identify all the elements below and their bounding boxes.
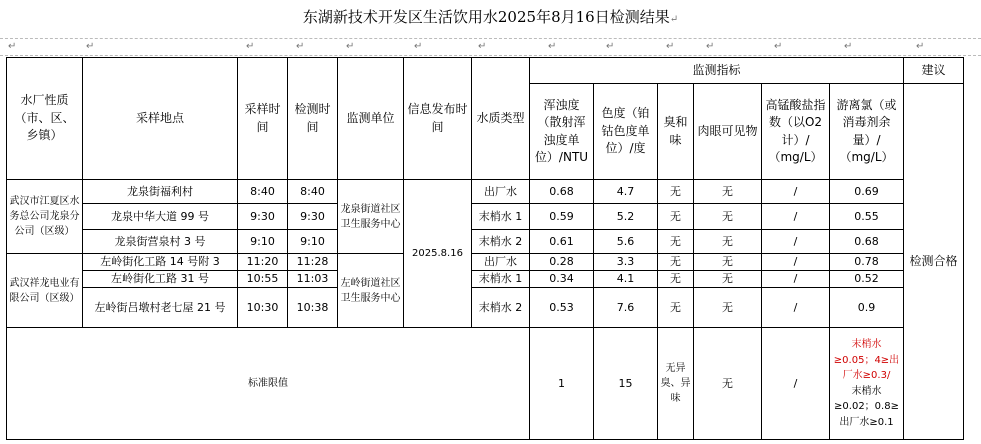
limit-chlorine-highlight: 末梢水≥0.05；4≥出厂水≥0.3/ xyxy=(833,339,900,381)
header-advice: 建议 xyxy=(904,58,964,84)
limit-chlorine-text: 末梢水≥0.02；0.8≥出厂水≥0.1 xyxy=(834,385,899,428)
permanganate-cell: / xyxy=(762,288,830,328)
header-turbidity: 浑浊度（散射浑浊度单位）/NTU xyxy=(530,84,594,180)
visible-cell: 无 xyxy=(694,180,762,204)
chlorine-cell: 0.69 xyxy=(830,180,904,204)
header-monitoring-unit: 监测单位 xyxy=(338,58,404,180)
header-location: 采样地点 xyxy=(83,58,238,180)
permanganate-cell: / xyxy=(762,230,830,254)
header-chlorine: 游离氯（或消毒剂余量）/（mg/L） xyxy=(830,84,904,180)
column-marker: ↵ xyxy=(916,41,925,52)
location-cell: 左岭街吕墩村老七屋 21 号 xyxy=(83,288,238,328)
title-text: 东湖新技术开发区生活饮用水2025年8月16日检测结果 xyxy=(302,8,670,26)
document-title xyxy=(0,0,981,34)
header-publish-time: 信息发布时间 xyxy=(404,58,472,180)
turbidity-cell: 0.53 xyxy=(530,288,594,328)
header-row-1 xyxy=(7,58,964,84)
location-cell: 龙泉街福利村 xyxy=(83,180,238,204)
header-permanganate: 高锰酸盐指数（以O2计）/（mg/L） xyxy=(762,84,830,180)
sample-time-cell: 9:10 xyxy=(238,230,288,254)
column-marker: ↵ xyxy=(346,41,355,52)
monitoring-unit-cell: 左岭街道社区卫生服务中心 xyxy=(338,254,404,328)
color-cell: 3.3 xyxy=(594,254,658,271)
permanganate-cell: / xyxy=(762,180,830,204)
table-row xyxy=(7,180,964,204)
limits-row xyxy=(7,328,964,440)
color-cell: 5.2 xyxy=(594,204,658,230)
test-time-cell: 11:03 xyxy=(288,271,338,288)
location-cell: 龙泉中华大道 99 号 xyxy=(83,204,238,230)
paragraph-mark: ↵ xyxy=(669,14,679,25)
chlorine-cell: 0.52 xyxy=(830,271,904,288)
chlorine-cell: 0.9 xyxy=(830,288,904,328)
water-type-cell: 出厂水 xyxy=(472,180,530,204)
chlorine-cell: 0.68 xyxy=(830,230,904,254)
limit-chlorine xyxy=(830,328,904,440)
permanganate-cell: / xyxy=(762,271,830,288)
column-marker: ↵ xyxy=(478,41,487,52)
header-water-type: 水质类型 xyxy=(472,58,530,180)
chlorine-cell: 0.78 xyxy=(830,254,904,271)
odor-cell: 无 xyxy=(658,254,694,271)
chlorine-cell: 0.55 xyxy=(830,204,904,230)
location-cell: 左岭街化工路 14 号附 3 xyxy=(83,254,238,271)
turbidity-cell: 0.28 xyxy=(530,254,594,271)
table-row xyxy=(7,288,964,328)
odor-cell: 无 xyxy=(658,271,694,288)
column-marker: ↵ xyxy=(706,41,715,52)
header-sample-time: 采样时间 xyxy=(238,58,288,180)
water-type-cell: 末梢水 2 xyxy=(472,288,530,328)
odor-cell: 无 xyxy=(658,204,694,230)
column-marker: ↵ xyxy=(666,41,675,52)
limit-permanganate: / xyxy=(762,328,830,440)
header-plant-type: 水厂性质（市、区、乡镇） xyxy=(7,58,83,180)
color-cell: 5.6 xyxy=(594,230,658,254)
test-time-cell: 9:30 xyxy=(288,204,338,230)
header-color: 色度（铂钴色度单位）/度 xyxy=(594,84,658,180)
permanganate-cell: / xyxy=(762,204,830,230)
location-cell: 龙泉街营泉村 3 号 xyxy=(83,230,238,254)
header-visible-matter: 肉眼可见物 xyxy=(694,84,762,180)
water-type-cell: 末梢水 1 xyxy=(472,204,530,230)
visible-cell: 无 xyxy=(694,254,762,271)
odor-cell: 无 xyxy=(658,180,694,204)
test-time-cell: 11:28 xyxy=(288,254,338,271)
visible-cell: 无 xyxy=(694,230,762,254)
water-type-cell: 出厂水 xyxy=(472,254,530,271)
visible-cell: 无 xyxy=(694,288,762,328)
test-time-cell: 9:10 xyxy=(288,230,338,254)
table-marker-row xyxy=(0,38,981,56)
column-marker: ↵ xyxy=(548,41,557,52)
sample-time-cell: 10:30 xyxy=(238,288,288,328)
plant-cell: 武汉市江夏区水务总公司龙泉分公司（区级） xyxy=(7,180,83,254)
limit-turbidity: 1 xyxy=(530,328,594,440)
test-time-cell: 10:38 xyxy=(288,288,338,328)
color-cell: 4.7 xyxy=(594,180,658,204)
publish-date-cell: 2025.8.16 xyxy=(404,180,472,328)
column-marker: ↵ xyxy=(86,41,95,52)
header-odor: 臭和味 xyxy=(658,84,694,180)
plant-cell: 武汉祥龙电业有限公司（区级） xyxy=(7,254,83,328)
column-marker: ↵ xyxy=(8,41,17,52)
column-marker: ↵ xyxy=(774,41,783,52)
test-time-cell: 8:40 xyxy=(288,180,338,204)
odor-cell: 无 xyxy=(658,288,694,328)
limit-color: 15 xyxy=(594,328,658,440)
limits-label: 标准限值 xyxy=(7,328,530,440)
sample-time-cell: 8:40 xyxy=(238,180,288,204)
visible-cell: 无 xyxy=(694,204,762,230)
header-monitoring-group: 监测指标 xyxy=(530,58,904,84)
color-cell: 7.6 xyxy=(594,288,658,328)
turbidity-cell: 0.34 xyxy=(530,271,594,288)
sample-time-cell: 9:30 xyxy=(238,204,288,230)
turbidity-cell: 0.61 xyxy=(530,230,594,254)
water-type-cell: 末梢水 1 xyxy=(472,271,530,288)
water-quality-table xyxy=(6,57,964,440)
column-marker: ↵ xyxy=(844,41,853,52)
monitoring-unit-cell: 龙泉街道社区卫生服务中心 xyxy=(338,180,404,254)
color-cell: 4.1 xyxy=(594,271,658,288)
odor-cell: 无 xyxy=(658,230,694,254)
turbidity-cell: 0.59 xyxy=(530,204,594,230)
column-marker: ↵ xyxy=(296,41,305,52)
water-type-cell: 末梢水 2 xyxy=(472,230,530,254)
limit-odor: 无异臭、异味 xyxy=(658,328,694,440)
visible-cell: 无 xyxy=(694,271,762,288)
table-row xyxy=(7,204,964,230)
header-test-time: 检测时间 xyxy=(288,58,338,180)
table-row xyxy=(7,271,964,288)
table-row xyxy=(7,254,964,271)
column-marker: ↵ xyxy=(414,41,423,52)
table-row xyxy=(7,230,964,254)
column-marker: ↵ xyxy=(246,41,255,52)
sample-time-cell: 11:20 xyxy=(238,254,288,271)
permanganate-cell: / xyxy=(762,254,830,271)
limit-visible: 无 xyxy=(694,328,762,440)
turbidity-cell: 0.68 xyxy=(530,180,594,204)
location-cell: 左岭街化工路 31 号 xyxy=(83,271,238,288)
column-marker: ↵ xyxy=(606,41,615,52)
advice-cell: 检测合格 xyxy=(904,84,964,440)
sample-time-cell: 10:55 xyxy=(238,271,288,288)
